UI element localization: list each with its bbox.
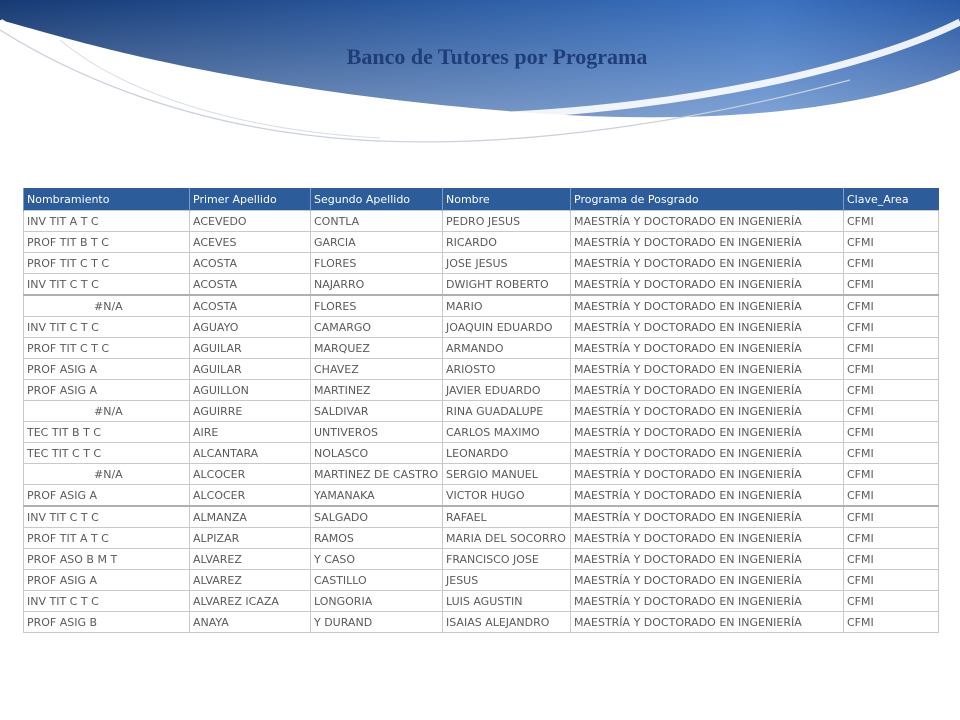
table-row	[24, 612, 939, 633]
table-row	[24, 570, 939, 591]
cell-primer-apellido: ALVAREZ	[190, 549, 311, 570]
table-row	[24, 443, 939, 464]
cell-segundo-apellido: CHAVEZ	[311, 359, 443, 380]
cell-nombre: RAFAEL	[443, 506, 571, 528]
cell-segundo-apellido: CAMARGO	[311, 317, 443, 338]
cell-segundo-apellido: CONTLA	[311, 211, 443, 232]
cell-clave-area: CFMI	[844, 570, 939, 591]
cell-primer-apellido: ALCANTARA	[190, 443, 311, 464]
cell-nombramiento: INV TIT C T C	[24, 506, 190, 528]
cell-nombre: VICTOR HUGO	[443, 485, 571, 507]
cell-programa-posgrado: MAESTRÍA Y DOCTORADO EN INGENIERÍA	[571, 211, 844, 232]
cell-segundo-apellido: FLORES	[311, 253, 443, 274]
cell-programa-posgrado: MAESTRÍA Y DOCTORADO EN INGENIERÍA	[571, 549, 844, 570]
cell-nombramiento: PROF TIT C T C	[24, 338, 190, 359]
cell-nombramiento: INV TIT A T C	[24, 211, 190, 232]
cell-nombramiento: PROF ASIG A	[24, 380, 190, 401]
cell-nombre: ISAIAS ALEJANDRO	[443, 612, 571, 633]
table-row	[24, 506, 939, 528]
cell-nombramiento: PROF ASIG A	[24, 359, 190, 380]
cell-nombre: ARMANDO	[443, 338, 571, 359]
cell-segundo-apellido: YAMANAKA	[311, 485, 443, 507]
cell-nombramiento: INV TIT C T C	[24, 591, 190, 612]
table-row	[24, 317, 939, 338]
cell-nombre: CARLOS MAXIMO	[443, 422, 571, 443]
cell-clave-area: CFMI	[844, 506, 939, 528]
cell-clave-area: CFMI	[844, 274, 939, 296]
cell-clave-area: CFMI	[844, 422, 939, 443]
cell-programa-posgrado: MAESTRÍA Y DOCTORADO EN INGENIERÍA	[571, 443, 844, 464]
cell-segundo-apellido: MARQUEZ	[311, 338, 443, 359]
cell-programa-posgrado: MAESTRÍA Y DOCTORADO EN INGENIERÍA	[571, 380, 844, 401]
header-primer-apellido: Primer Apellido	[190, 188, 311, 211]
cell-segundo-apellido: CASTILLO	[311, 570, 443, 591]
cell-nombramiento: PROF ASO B M T	[24, 549, 190, 570]
cell-nombre: LUIS AGUSTIN	[443, 591, 571, 612]
cell-primer-apellido: AIRE	[190, 422, 311, 443]
cell-segundo-apellido: SALDIVAR	[311, 401, 443, 422]
table-row	[24, 253, 939, 274]
cell-segundo-apellido: Y CASO	[311, 549, 443, 570]
cell-nombre: JESUS	[443, 570, 571, 591]
cell-clave-area: CFMI	[844, 380, 939, 401]
header-programa-posgrado: Programa de Posgrado	[571, 188, 844, 211]
cell-primer-apellido: ALCOCER	[190, 485, 311, 507]
cell-nombramiento: #N/A	[24, 401, 190, 422]
header-nombre: Nombre	[443, 188, 571, 211]
cell-primer-apellido: ALCOCER	[190, 464, 311, 485]
cell-primer-apellido: ALPIZAR	[190, 528, 311, 549]
cell-primer-apellido: ALVAREZ ICAZA	[190, 591, 311, 612]
table-row	[24, 464, 939, 485]
cell-nombramiento: INV TIT C T C	[24, 317, 190, 338]
cell-primer-apellido: AGUILAR	[190, 359, 311, 380]
table-row	[24, 528, 939, 549]
cell-clave-area: CFMI	[844, 549, 939, 570]
cell-programa-posgrado: MAESTRÍA Y DOCTORADO EN INGENIERÍA	[571, 570, 844, 591]
cell-clave-area: CFMI	[844, 401, 939, 422]
table-row	[24, 485, 939, 507]
table-row	[24, 295, 939, 317]
cell-primer-apellido: AGUAYO	[190, 317, 311, 338]
cell-primer-apellido: ACEVES	[190, 232, 311, 253]
cell-nombre: SERGIO MANUEL	[443, 464, 571, 485]
table-header-row	[24, 188, 939, 211]
table-row	[24, 401, 939, 422]
table-row	[24, 274, 939, 296]
cell-nombramiento: TEC TIT C T C	[24, 443, 190, 464]
table-row	[24, 359, 939, 380]
cell-nombre: MARIO	[443, 295, 571, 317]
cell-programa-posgrado: MAESTRÍA Y DOCTORADO EN INGENIERÍA	[571, 506, 844, 528]
cell-programa-posgrado: MAESTRÍA Y DOCTORADO EN INGENIERÍA	[571, 612, 844, 633]
table-row	[24, 232, 939, 253]
cell-segundo-apellido: RAMOS	[311, 528, 443, 549]
table-row	[24, 380, 939, 401]
cell-primer-apellido: ACEVEDO	[190, 211, 311, 232]
table-row	[24, 422, 939, 443]
cell-segundo-apellido: NAJARRO	[311, 274, 443, 296]
cell-programa-posgrado: MAESTRÍA Y DOCTORADO EN INGENIERÍA	[571, 591, 844, 612]
cell-programa-posgrado: MAESTRÍA Y DOCTORADO EN INGENIERÍA	[571, 295, 844, 317]
cell-segundo-apellido: Y DURAND	[311, 612, 443, 633]
cell-nombramiento: PROF TIT A T C	[24, 528, 190, 549]
cell-programa-posgrado: MAESTRÍA Y DOCTORADO EN INGENIERÍA	[571, 253, 844, 274]
cell-programa-posgrado: MAESTRÍA Y DOCTORADO EN INGENIERÍA	[571, 464, 844, 485]
cell-primer-apellido: ACOSTA	[190, 253, 311, 274]
cell-segundo-apellido: GARCIA	[311, 232, 443, 253]
cell-clave-area: CFMI	[844, 464, 939, 485]
cell-clave-area: CFMI	[844, 443, 939, 464]
cell-nombre: FRANCISCO JOSE	[443, 549, 571, 570]
header-clave-area: Clave_Area	[844, 188, 939, 211]
cell-clave-area: CFMI	[844, 232, 939, 253]
cell-segundo-apellido: SALGADO	[311, 506, 443, 528]
header-nombramiento: Nombramiento	[24, 188, 190, 211]
cell-nombre: RINA GUADALUPE	[443, 401, 571, 422]
header-banner	[0, 0, 960, 160]
table-row	[24, 591, 939, 612]
cell-primer-apellido: ALMANZA	[190, 506, 311, 528]
cell-programa-posgrado: MAESTRÍA Y DOCTORADO EN INGENIERÍA	[571, 359, 844, 380]
cell-programa-posgrado: MAESTRÍA Y DOCTORADO EN INGENIERÍA	[571, 401, 844, 422]
cell-nombramiento: PROF TIT B T C	[24, 232, 190, 253]
cell-segundo-apellido: LONGORIA	[311, 591, 443, 612]
cell-clave-area: CFMI	[844, 528, 939, 549]
cell-clave-area: CFMI	[844, 295, 939, 317]
cell-clave-area: CFMI	[844, 612, 939, 633]
tutors-table	[23, 188, 938, 633]
cell-nombre: MARIA DEL SOCORRO	[443, 528, 571, 549]
cell-segundo-apellido: MARTINEZ	[311, 380, 443, 401]
cell-clave-area: CFMI	[844, 253, 939, 274]
cell-primer-apellido: AGUIRRE	[190, 401, 311, 422]
cell-primer-apellido: ACOSTA	[190, 295, 311, 317]
cell-clave-area: CFMI	[844, 485, 939, 507]
cell-nombre: PEDRO JESUS	[443, 211, 571, 232]
cell-nombramiento: PROF ASIG A	[24, 485, 190, 507]
cell-programa-posgrado: MAESTRÍA Y DOCTORADO EN INGENIERÍA	[571, 317, 844, 338]
cell-segundo-apellido: UNTIVEROS	[311, 422, 443, 443]
cell-programa-posgrado: MAESTRÍA Y DOCTORADO EN INGENIERÍA	[571, 528, 844, 549]
table-row	[24, 549, 939, 570]
cell-clave-area: CFMI	[844, 591, 939, 612]
cell-nombre: JOAQUIN EDUARDO	[443, 317, 571, 338]
cell-nombramiento: TEC TIT B T C	[24, 422, 190, 443]
cell-nombramiento: #N/A	[24, 464, 190, 485]
cell-programa-posgrado: MAESTRÍA Y DOCTORADO EN INGENIERÍA	[571, 232, 844, 253]
cell-nombramiento: PROF ASIG A	[24, 570, 190, 591]
cell-nombre: RICARDO	[443, 232, 571, 253]
cell-clave-area: CFMI	[844, 211, 939, 232]
cell-primer-apellido: AGUILAR	[190, 338, 311, 359]
cell-clave-area: CFMI	[844, 317, 939, 338]
cell-programa-posgrado: MAESTRÍA Y DOCTORADO EN INGENIERÍA	[571, 338, 844, 359]
cell-clave-area: CFMI	[844, 338, 939, 359]
cell-programa-posgrado: MAESTRÍA Y DOCTORADO EN INGENIERÍA	[571, 422, 844, 443]
cell-segundo-apellido: MARTINEZ DE CASTRO	[311, 464, 443, 485]
page-title: Banco de Tutores por Programa	[346, 44, 648, 69]
cell-nombramiento: #N/A	[24, 295, 190, 317]
cell-segundo-apellido: FLORES	[311, 295, 443, 317]
cell-nombramiento: PROF ASIG B	[24, 612, 190, 633]
cell-nombre: LEONARDO	[443, 443, 571, 464]
cell-primer-apellido: AGUILLON	[190, 380, 311, 401]
cell-segundo-apellido: NOLASCO	[311, 443, 443, 464]
table-body	[24, 211, 939, 633]
cell-nombre: DWIGHT ROBERTO	[443, 274, 571, 296]
cell-nombramiento: PROF TIT C T C	[24, 253, 190, 274]
table-row	[24, 338, 939, 359]
cell-primer-apellido: ANAYA	[190, 612, 311, 633]
cell-clave-area: CFMI	[844, 359, 939, 380]
cell-programa-posgrado: MAESTRÍA Y DOCTORADO EN INGENIERÍA	[571, 485, 844, 507]
cell-nombramiento: INV TIT C T C	[24, 274, 190, 296]
header-segundo-apellido: Segundo Apellido	[311, 188, 443, 211]
table-row	[24, 211, 939, 232]
cell-nombre: JOSE JESUS	[443, 253, 571, 274]
cell-primer-apellido: ALVAREZ	[190, 570, 311, 591]
cell-programa-posgrado: MAESTRÍA Y DOCTORADO EN INGENIERÍA	[571, 274, 844, 296]
cell-nombre: ARIOSTO	[443, 359, 571, 380]
cell-primer-apellido: ACOSTA	[190, 274, 311, 296]
cell-nombre: JAVIER EDUARDO	[443, 380, 571, 401]
